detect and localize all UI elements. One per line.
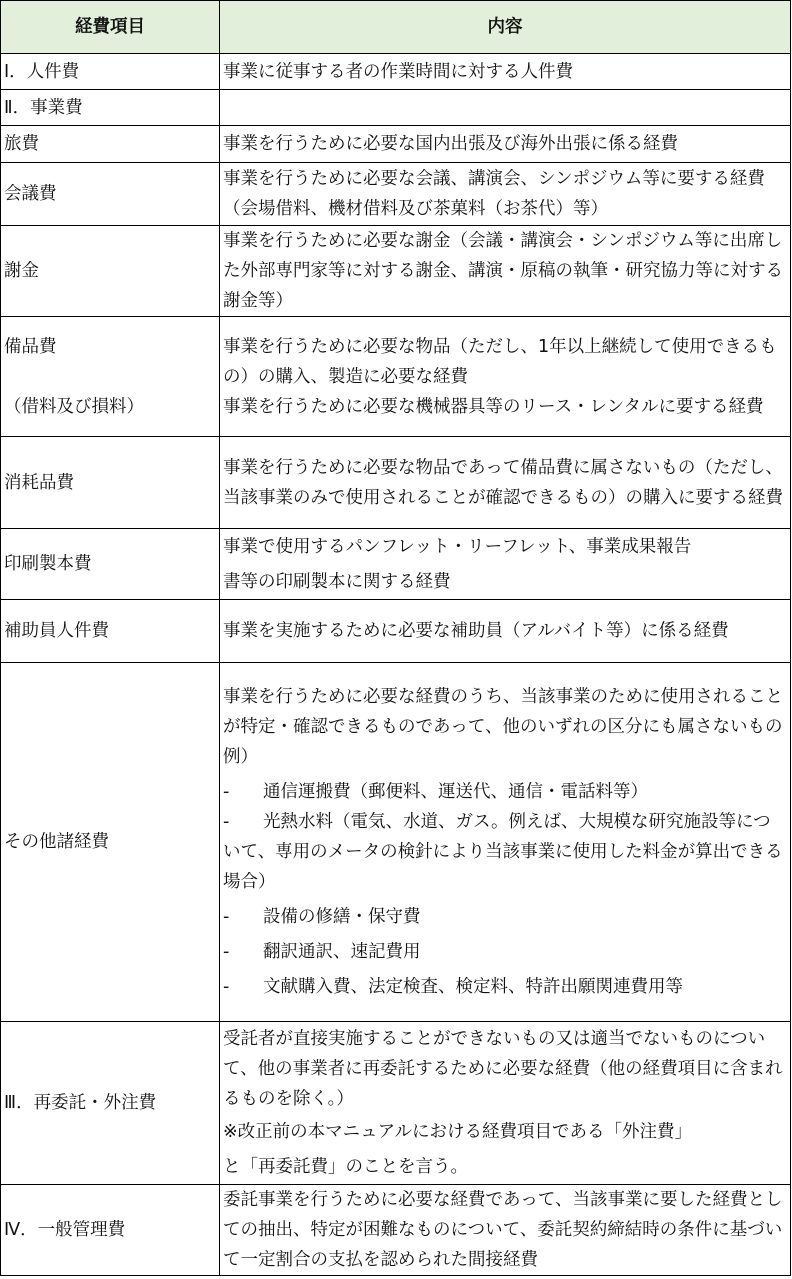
item-cell: [1, 1185, 220, 1276]
desc-text: 事業を行うために必要な経費のうち、当該事業のために使用されることが特定・確認できるものであって、他のいずれの区分にも属さないもの: [223, 687, 783, 737]
table-row: [1, 600, 791, 663]
table-row: [1, 529, 791, 600]
table-row: [1, 90, 791, 126]
desc-cell: [220, 317, 791, 437]
dash-marker: -: [223, 907, 230, 927]
desc-text: 事業を行うために必要な物品（ただし、1年以上継続して使用できるもの）の購入、製造に必要な経費: [223, 336, 777, 387]
item-sub-label: （借料及び損料）: [4, 396, 144, 417]
header-expense-item: 経費項目: [1, 1, 220, 54]
desc-cell: [220, 226, 791, 317]
item-cell: [1, 317, 220, 437]
desc-cell: [220, 54, 791, 90]
item-label: Ⅱ．事業費: [4, 97, 83, 118]
item-cell: [1, 600, 220, 663]
list-item: [223, 902, 786, 932]
table-header-row: [1, 1, 791, 54]
desc-cell: [220, 163, 791, 226]
table-row: [1, 126, 791, 163]
item-cell: [1, 663, 220, 1022]
desc-text: ※改正前の本マニュアルにおける経費項目である「外注費」: [223, 1122, 692, 1142]
dash-marker: -: [223, 812, 230, 832]
dash-marker: -: [223, 782, 230, 802]
desc-cell: [220, 90, 791, 126]
desc-text: 事業を行うために必要な会議、講演会、シンポジウム等に要する経費（会場借料、機材借料及び茶菓料（お茶代）等）: [223, 169, 765, 219]
desc-text: 事業で使用するパンフレット・リーフレット、事業成果報告: [223, 536, 692, 557]
desc-text: と「再委託費」のことを言う。: [223, 1157, 468, 1177]
desc-cell: [220, 126, 791, 163]
header-content: 内容: [220, 1, 791, 54]
table-row: [1, 54, 791, 90]
dash-marker: -: [223, 977, 230, 997]
list-item: [223, 972, 786, 1002]
dash-marker: -: [223, 942, 230, 962]
item-label: その他諸経費: [4, 832, 109, 852]
item-cell: [1, 126, 220, 163]
desc-text: 事業に従事する者の作業時間に対する人件費: [223, 61, 573, 82]
table-row: [1, 1022, 791, 1185]
item-label: Ⅳ．一般管理費: [4, 1220, 126, 1240]
desc-text: 事業を行うために必要な物品であって備品費に属さないもの（ただし、当該事業のみで使用されることが確認できるもの）の購入に要する経費: [223, 457, 783, 508]
desc-text: 受託者が直接実施することができないもの又は適当でないものについて、他の事業者に再委託するために必要な経費（他の経費項目に含まれるものを除く。）: [223, 1029, 783, 1109]
desc-text: 事業を行うために必要な機械器具等のリース・レンタルに要する経費: [223, 396, 764, 417]
list-item-text: 光熱水料（電気、水道、ガス。例えば、大規模な研究施設等について、専用のメータの検針により当該事業に使用した料金が算出できる場合）: [223, 812, 783, 892]
item-cell: [1, 90, 220, 126]
desc-example-label: 例）: [223, 747, 258, 767]
table-row: [1, 163, 791, 226]
desc-text: 書等の印刷製本に関する経費: [223, 571, 451, 592]
list-item: [223, 777, 786, 807]
table-row: [1, 437, 791, 529]
item-label: Ⅲ．再委託・外注費: [4, 1093, 157, 1113]
desc-cell: [220, 529, 791, 600]
desc-text: 事業を実施するために必要な補助員（アルバイト等）に係る経費: [223, 621, 729, 641]
item-cell: [1, 1022, 220, 1185]
item-label: 会議費: [4, 184, 57, 204]
table-row: [1, 317, 791, 437]
item-label: 旅費: [4, 134, 39, 154]
list-item-text: 翻訳通訳、速記費用: [263, 942, 421, 962]
item-cell: [1, 529, 220, 600]
desc-text: 事業を行うために必要な国内出張及び海外出張に係る経費: [223, 134, 678, 154]
item-label: 消耗品費: [4, 472, 74, 493]
item-cell: [1, 437, 220, 529]
desc-cell: [220, 600, 791, 663]
list-item: [223, 807, 786, 897]
table-row: [1, 226, 791, 317]
desc-cell: [220, 663, 791, 1022]
desc-cell: [220, 1185, 791, 1276]
item-label: 謝金: [4, 261, 39, 281]
desc-cell: [220, 1022, 791, 1185]
item-label: Ⅰ．人件費: [4, 61, 80, 82]
list-item-text: 設備の修繕・保守費: [263, 907, 421, 927]
table-row: [1, 1185, 791, 1276]
item-label: 印刷製本費: [4, 554, 92, 574]
list-item-text: 通信運搬費（郵便料、運送代、通信・電話料等）: [263, 782, 648, 802]
item-cell: [1, 54, 220, 90]
list-item: [223, 937, 786, 967]
table-row: [1, 663, 791, 1022]
list-item-text: 文献購入費、法定検査、検定料、特許出願関連費用等: [263, 977, 683, 997]
item-label: 備品費: [4, 336, 57, 357]
desc-text: 委託事業を行うために必要な経費であって、当該事業に要した経費としての抽出、特定が困難なものについて、委託契約締結時の条件に基づいて一定割合の支払を認められた間接経費: [223, 1190, 783, 1270]
item-cell: [1, 226, 220, 317]
item-cell: [1, 163, 220, 226]
item-label: 補助員人件費: [4, 621, 109, 641]
desc-text: 事業を行うために必要な謝金（会議・講演会・シンポジウム等に出席した外部専門家等に対する謝金、講演・原稿の執筆・研究協力等に対する謝金等）: [223, 231, 783, 311]
desc-cell: [220, 437, 791, 529]
